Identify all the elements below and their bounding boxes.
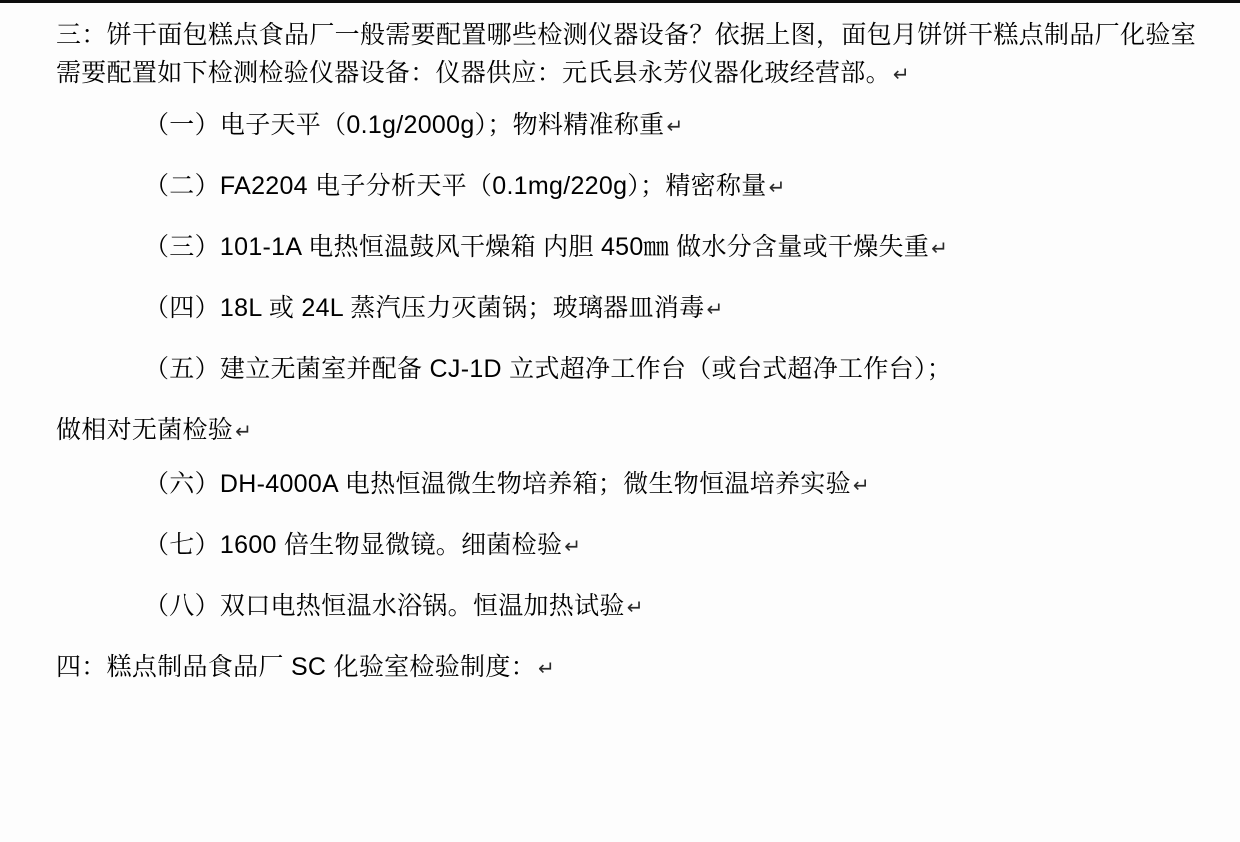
list-item — [56, 106, 1196, 144]
list-item-label: （七） — [144, 531, 220, 559]
list-item-text: FA2204 电子分析天平（0.1mg/220g）；精密称量 — [219, 172, 767, 200]
list-item-text: 双口电热恒温水浴锅。恒温加热试验 — [219, 592, 625, 620]
paragraph-mark-icon: ↵ — [892, 64, 910, 86]
paragraph-mark-icon: ↵ — [626, 597, 644, 619]
page-top-rule — [0, 0, 1240, 3]
list-item — [56, 465, 1196, 503]
list-item-label: （一） — [144, 111, 220, 139]
list-item-label: （六） — [144, 470, 220, 498]
list-item — [56, 289, 1196, 327]
document-body — [56, 6, 1196, 686]
paragraph-mark-icon: ↵ — [852, 475, 870, 497]
list-item — [56, 167, 1196, 205]
list-item — [56, 526, 1196, 564]
list-item-label: （八） — [144, 592, 220, 620]
paragraph-mark-icon: ↵ — [706, 299, 724, 321]
list-item-label: （四） — [144, 294, 220, 322]
paragraph-mark-icon: ↵ — [666, 116, 684, 138]
list-item — [56, 350, 1196, 388]
list-item-continuation — [56, 411, 1196, 449]
paragraph-mark-icon: ↵ — [537, 658, 555, 680]
paragraph-mark-icon: ↵ — [235, 421, 253, 443]
list-item — [56, 228, 1196, 266]
paragraph-mark-icon: ↵ — [768, 177, 786, 199]
closing-heading-paragraph — [56, 648, 1196, 686]
list-item-text: 电子天平（0.1g/2000g）；物料精准称重 — [219, 111, 665, 139]
section-heading-text: 三：饼干面包糕点食品厂一般需要配置哪些检测仪器设备？依据上图，面包月饼饼干糕点制品厂化验室需要配置如下检测检验仪器设备：仪器供应：元氏县永芳仪器化玻经营部。 — [56, 21, 1196, 87]
list-item-text: 1600 倍生物显微镜。细菌检验 — [219, 531, 563, 559]
list-item-label: （三） — [144, 233, 220, 261]
section-heading-paragraph — [56, 16, 1196, 92]
closing-heading-text: 四：糕点制品食品厂 SC 化验室检验制度： — [56, 653, 536, 681]
list-item-text: 18L 或 24L 蒸汽压力灭菌锅；玻璃器皿消毒 — [219, 294, 705, 322]
list-item-text: DH-4000A 电热恒温微生物培养箱；微生物恒温培养实验 — [219, 470, 851, 498]
list-item-text: 101-1A 电热恒温鼓风干燥箱 内胆 450㎜ 做水分含量或干燥失重 — [219, 233, 930, 261]
paragraph-mark-icon: ↵ — [564, 536, 582, 558]
list-item-label: （二） — [144, 172, 220, 200]
list-item-label: （五） — [144, 355, 220, 383]
list-item — [56, 587, 1196, 625]
list-item-text: 建立无菌室并配备 CJ-1D 立式超净工作台（或台式超净工作台）； — [219, 355, 953, 383]
paragraph-mark-icon: ↵ — [931, 238, 949, 260]
list-item-text: 做相对无菌检验 — [56, 416, 234, 444]
